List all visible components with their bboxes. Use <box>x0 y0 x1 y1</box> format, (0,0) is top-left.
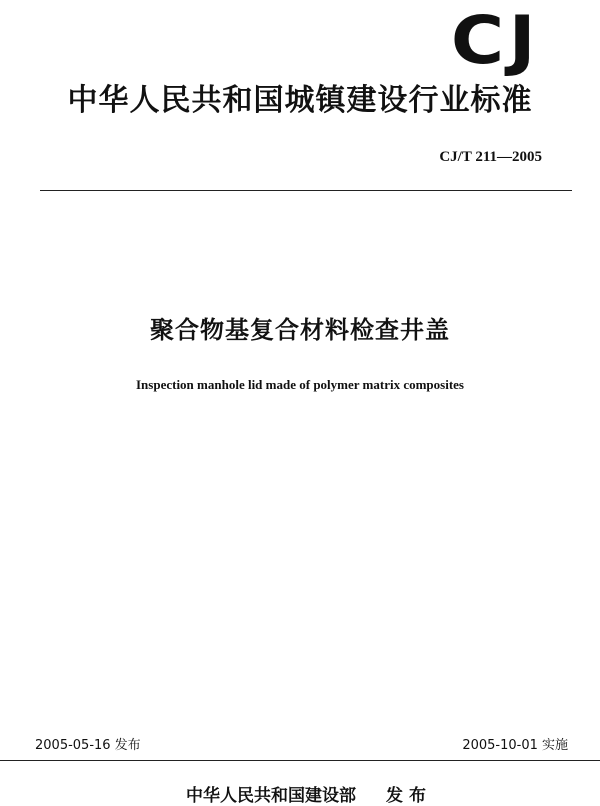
standard-code: CJ/T 211—2005 <box>439 149 542 165</box>
document-title-english: Inspection manhole lid made of polymer matrix composites <box>136 377 464 392</box>
issuing-authority-heading: 中华人民共和国城镇建设行业标准 <box>67 83 533 118</box>
footer-divider <box>0 760 600 761</box>
document-title-chinese: 聚合物基复合材料检查井盖 <box>150 316 450 344</box>
issue-date: 2005-05-16 发布 <box>35 738 141 753</box>
publisher-name: 中华人民共和国建设部 <box>186 786 356 806</box>
header-divider <box>40 190 572 191</box>
implementation-date: 2005-10-01 实施 <box>462 738 568 753</box>
cj-logo: CJ <box>450 2 540 79</box>
publish-label: 发布 <box>386 786 432 806</box>
